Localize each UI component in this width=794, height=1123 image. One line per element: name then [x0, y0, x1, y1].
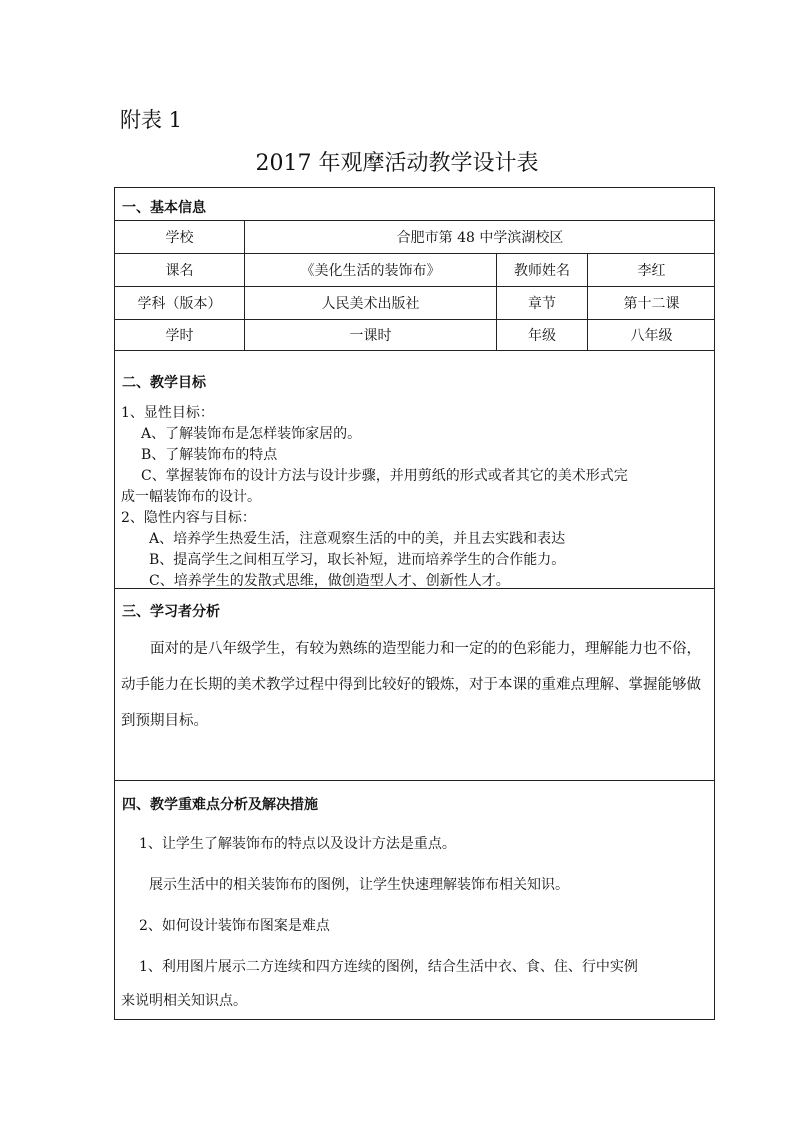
keypoint-line: 来说明相关知识点。	[121, 993, 247, 1009]
explicit-goal-item: 成一幅装饰布的设计。	[121, 489, 261, 505]
explicit-goal-item: C、掌握装饰布的设计方法与设计步骤，并用剪纸的形式或者其它的美术形式完	[141, 468, 628, 484]
section-keypoints-heading: 四、教学重难点分析及解决措施	[122, 797, 318, 813]
course-value: 《美化生活的装饰布》	[300, 262, 441, 279]
implicit-goal-item: C、培养学生的发散式思维，做创造型人才、创新性人才。	[149, 573, 510, 589]
hours-label: 学时	[165, 327, 194, 344]
explicit-goal-item: B、了解装饰布的特点	[141, 447, 278, 463]
explicit-goals-title: 1、显性目标：	[121, 405, 214, 421]
grade-value: 八年级	[630, 327, 673, 344]
implicit-goal-item: A、培养学生热爱生活，注意观察生活的中的美，并且去实践和表达	[149, 531, 566, 547]
school-label: 学校	[165, 229, 194, 246]
subject-label: 学科（版本）	[137, 295, 222, 312]
teacher-label: 教师姓名	[514, 262, 570, 279]
section-goals-heading: 二、教学目标	[122, 375, 206, 391]
keypoint-line: 2、如何设计装饰布图案是难点	[139, 918, 330, 934]
subject-value: 人民美术出版社	[321, 295, 420, 312]
teacher-value: 李红	[637, 262, 666, 279]
learners-paragraph: 面对的是八年级学生，有较为熟练的造型能力和一定的的色彩能力，理解能力也不俗，动手能力在长期的美术教学过程中得到比较好的锻炼，对于本课的重难点理解、掌握能够做到预期目标。	[121, 641, 701, 729]
design-table	[114, 187, 715, 1020]
chapter-label: 章节	[528, 295, 556, 312]
section-learners-heading: 三、学习者分析	[122, 604, 220, 620]
course-label: 课名	[165, 262, 194, 279]
section-basic-heading: 一、基本信息	[122, 200, 206, 216]
implicit-goals-title: 2、隐性内容与目标：	[121, 510, 256, 526]
implicit-goal-item: B、提高学生之间相互学习，取长补短，进而培养学生的合作能力。	[149, 552, 566, 568]
keypoint-line: 1、利用图片展示二方连续和四方连续的图例，结合生活中衣、食、住、行中实例	[139, 959, 638, 975]
divider	[115, 588, 714, 589]
keypoint-line: 1、让学生了解装饰布的特点以及设计方法是重点。	[139, 836, 456, 852]
page-title: 2017 年观摩活动教学设计表	[255, 151, 539, 176]
appendix-label: 附表 1	[120, 108, 183, 132]
divider	[115, 780, 714, 781]
explicit-goal-item: A、了解装饰布是怎样装饰家居的。	[141, 426, 362, 442]
grade-label: 年级	[528, 327, 556, 344]
school-value: 合肥市第 48 中学滨湖校区	[396, 229, 564, 246]
keypoint-line: 展示生活中的相关装饰布的图例，让学生快速理解装饰布相关知识。	[149, 877, 569, 893]
chapter-value: 第十二课	[623, 295, 680, 312]
hours-value: 一课时	[349, 327, 392, 344]
divider	[115, 350, 714, 351]
